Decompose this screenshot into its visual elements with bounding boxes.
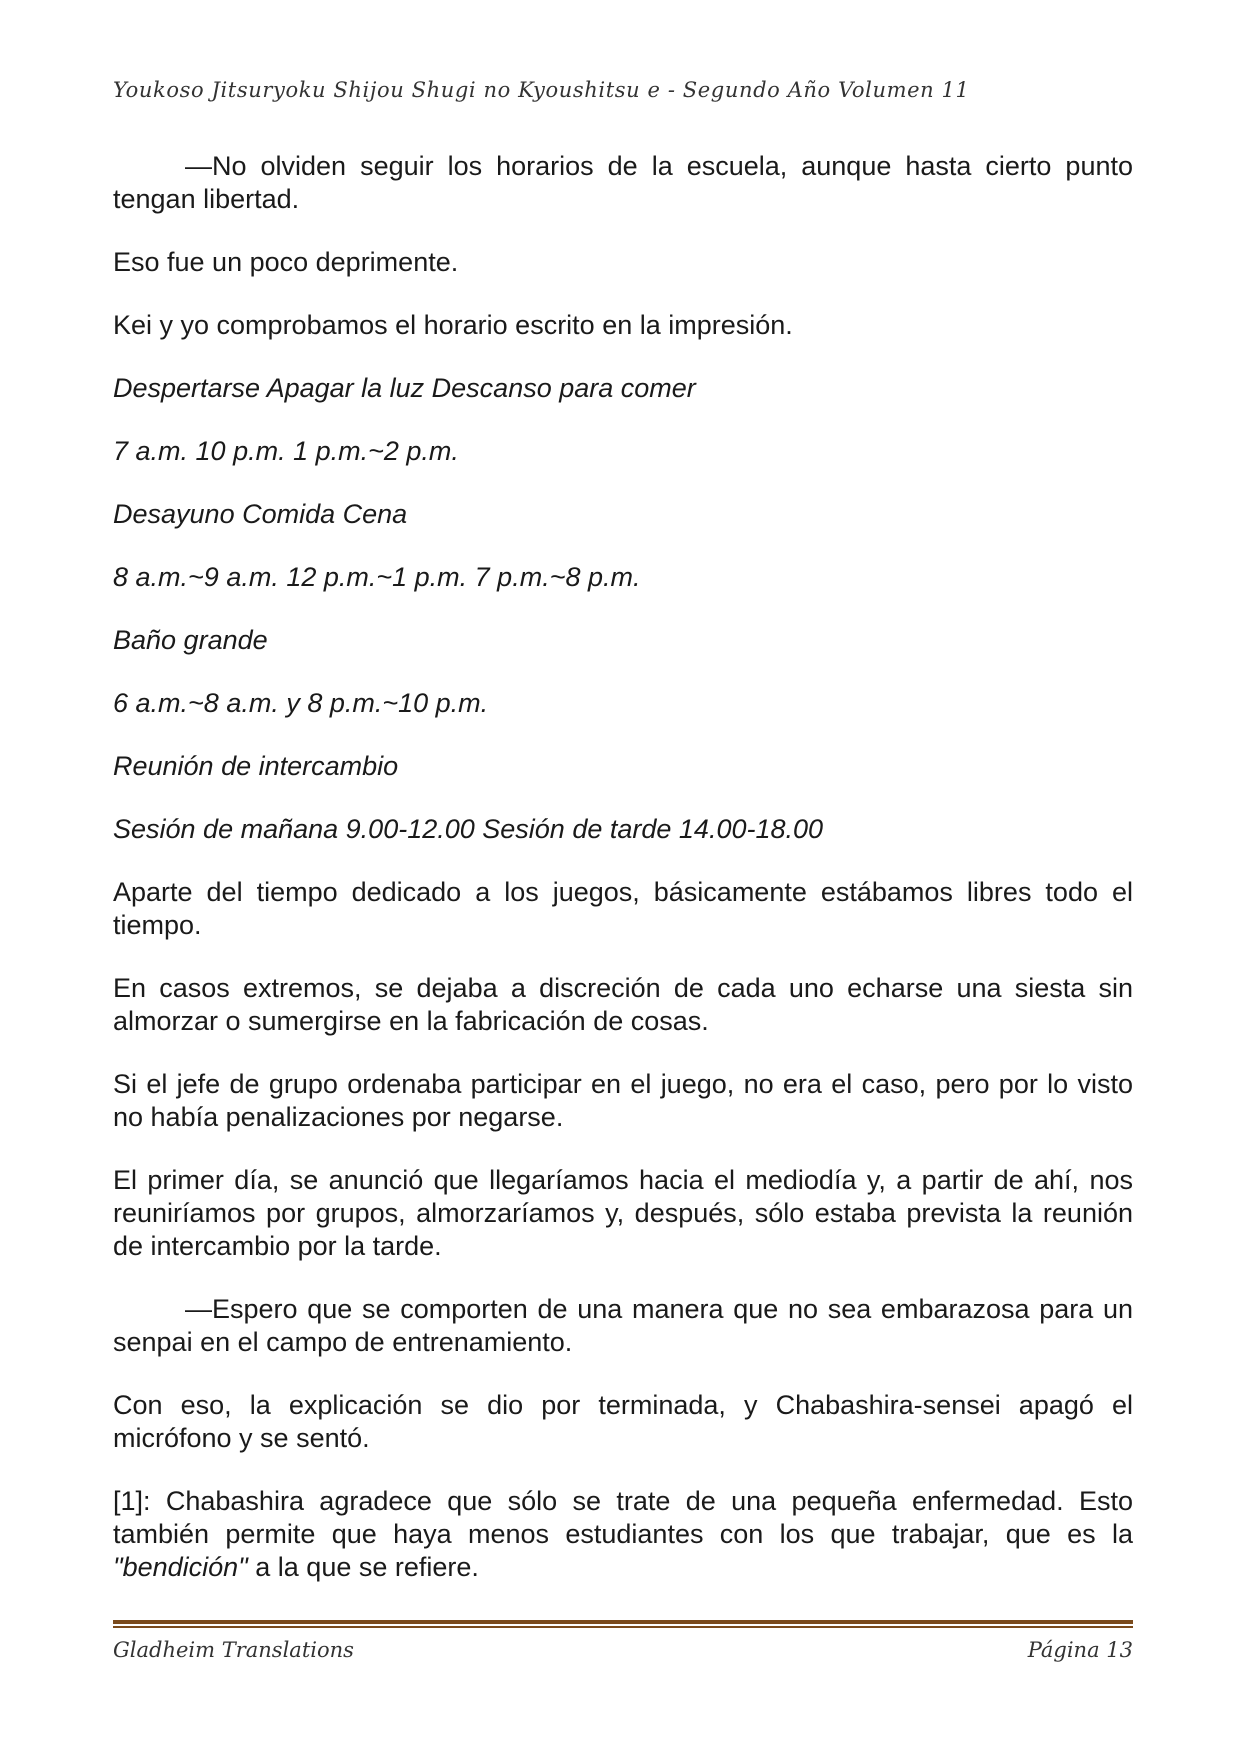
schedule-line: Desayuno Comida Cena: [113, 499, 408, 529]
narration-paragraph: Eso fue un poco deprimente.: [113, 247, 459, 277]
schedule-line: Reunión de intercambio: [113, 751, 399, 781]
page-body: [113, 150, 1133, 1614]
dialogue-paragraph: —No olviden seguir los horarios de la escuela, aunque hasta cierto punto tengan libertad.: [113, 151, 1133, 214]
narration-paragraph: El primer día, se anunció que llegaríamos hacia el mediodía y, a partir de ahí, nos reuniríamos por grupos, almorzaríamos y, después, sólo estaba prevista la reunión de intercambio por la tarde.: [113, 1165, 1133, 1261]
narration-paragraph: Aparte del tiempo dedicado a los juegos, básicamente estábamos libres todo el tiempo.: [113, 877, 1133, 940]
schedule-line: Baño grande: [113, 625, 268, 655]
narration-paragraph: En casos extremos, se dejaba a discreción de cada uno echarse una siesta sin almorzar o sumergirse en la fabricación de cosas.: [113, 973, 1133, 1036]
page-footer: [113, 1638, 1133, 1662]
footnote-text-end: a la que se refiere.: [247, 1552, 479, 1582]
schedule-line: Sesión de mañana 9.00-12.00 Sesión de tarde 14.00-18.00: [113, 814, 824, 844]
running-header: Youkoso Jitsuryoku Shijou Shugi no Kyoushitsu e - Segundo Año Volumen 11: [113, 78, 970, 102]
narration-paragraph: Kei y yo comprobamos el horario escrito en la impresión.: [113, 310, 793, 340]
footer-publisher: Gladheim Translations: [113, 1638, 354, 1662]
page-number: Página 13: [1027, 1638, 1133, 1662]
footer-rule-thin: [113, 1626, 1133, 1628]
footer-rule-thick: [113, 1620, 1133, 1624]
schedule-line: 7 a.m. 10 p.m. 1 p.m.~2 p.m.: [113, 436, 459, 466]
schedule-line: Despertarse Apagar la luz Descanso para comer: [113, 373, 696, 403]
schedule-line: 6 a.m.~8 a.m. y 8 p.m.~10 p.m.: [113, 688, 489, 718]
narration-paragraph: Con eso, la explicación se dio por terminada, y Chabashira-sensei apagó el micrófono y se sentó.: [113, 1390, 1133, 1453]
schedule-line: 8 a.m.~9 a.m. 12 p.m.~1 p.m. 7 p.m.~8 p.m.: [113, 562, 641, 592]
dialogue-paragraph: —Espero que se comporten de una manera que no sea embarazosa para un senpai en el campo de entrenamiento.: [113, 1294, 1133, 1357]
footnote: [113, 1485, 1133, 1584]
footnote-emphasis: "bendición": [113, 1552, 248, 1582]
footer-rule: [113, 1620, 1133, 1630]
narration-paragraph: Si el jefe de grupo ordenaba participar en el juego, no era el caso, pero por lo visto no había penalizaciones por negarse.: [113, 1069, 1133, 1132]
footnote-text: [1]: Chabashira agradece que sólo se trate de una pequeña enfermedad. Esto también permite que haya menos estudiantes con los que trabajar, que es la: [113, 1486, 1133, 1549]
